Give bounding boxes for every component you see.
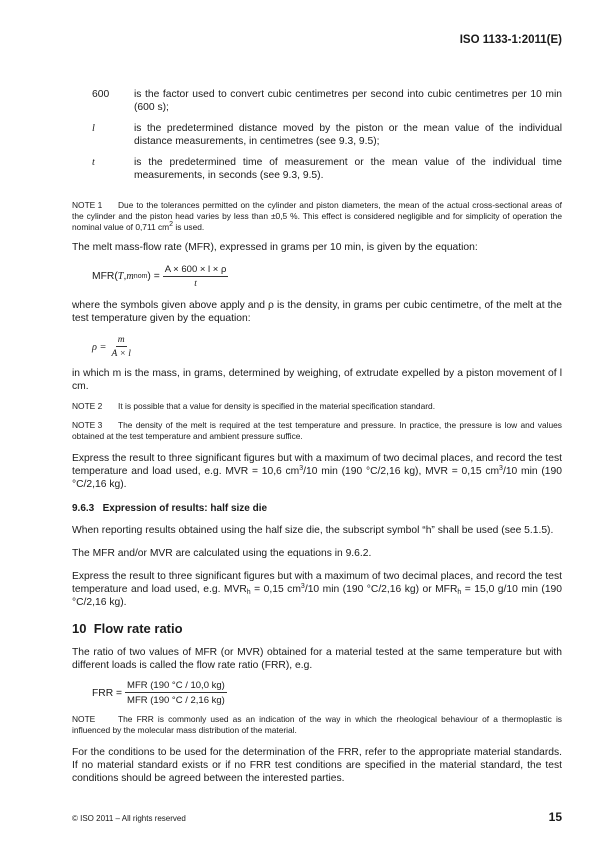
definition-text: is the predetermined distance moved by the piston or the mean value of the individual distance measurements, in centimetres (see 9.3, 9.5);	[134, 123, 562, 147]
fraction	[109, 335, 132, 359]
note-text: is used.	[173, 222, 205, 232]
fraction	[163, 264, 229, 289]
text: /10 min (190 °C/2,16 kg), MVR = 0,15 cm	[303, 466, 500, 477]
document-id-header: ISO 1133-1:2011(E)	[459, 34, 562, 46]
numerator: m	[117, 335, 125, 345]
numerator: MFR (190 °C / 10,0 kg)	[127, 680, 225, 691]
note-label: NOTE 1	[72, 200, 103, 210]
note-frr	[72, 714, 562, 736]
superscript: 2	[169, 221, 174, 228]
numerator: A × 600 × l × ρ	[164, 264, 227, 275]
section-title: Expression of results: half size die	[102, 503, 268, 514]
var-T: T	[117, 271, 124, 282]
definition-t	[72, 156, 562, 182]
paren: (	[114, 271, 118, 282]
superscript: 3	[300, 583, 305, 590]
page-number: 15	[548, 810, 562, 824]
express-result-1	[72, 452, 562, 491]
text: = 15,0 g/10 min (190 °C/2,16 kg).	[72, 584, 562, 608]
superscript: 3	[299, 465, 304, 472]
note-label: NOTE	[72, 714, 96, 724]
mfr-formula: MFR ( T , m nom ) = $\frac{A \times 600 \times l \times \rho}{t}$	[92, 264, 227, 289]
note-2	[72, 401, 562, 412]
definition-600	[72, 88, 562, 114]
definition-l	[72, 122, 562, 148]
definition-symbol: t	[92, 157, 95, 168]
subscript: h	[246, 589, 251, 596]
text: Express the result to three significant figures but with a maximum of two decimal places, and record the test temperature and load used, e.g. MVR = 10,6 cm	[72, 453, 562, 477]
paren: ) =	[147, 271, 160, 282]
text: = 0,15 cm	[250, 584, 301, 595]
comma: ,	[123, 271, 127, 282]
text: /10 min (190 °C/2,16 kg) or MFR	[304, 584, 458, 595]
note-text: The FRR is commonly used as an indication of the way in which the rheological behaviour of a thermoplastic is influenced by the molecular mass distribution of the material.	[72, 714, 562, 735]
half-die-text-1: When reporting results obtained using the half size die, the subscript symbol “h” shall be used (see 5.1.5).	[72, 525, 554, 536]
note-label: NOTE 2	[72, 401, 103, 411]
note-1	[72, 200, 562, 233]
denominator: t	[194, 279, 197, 289]
frr-intro: The ratio of two values of MFR (or MVR) obtained for a material tested at the same temperature but with different loads is called the flow rate ratio (FRR), e.g.	[72, 647, 562, 671]
note-text: Due to the tolerances permitted on the cylinder and piston diameters, the mean of the actual cross-sectional areas of the cylinder and the piston head varies by less than ±0,5 %. This effect is considered negligible and for simplicity of operation the nominal value of 0,711 cm	[72, 200, 562, 232]
var-m: m	[126, 271, 134, 282]
in-which-text: in which m is the mass, in grams, determined by weighing, of extrudate expelled by a piston movement of l cm.	[72, 368, 562, 392]
formula-lhs: MFR	[92, 271, 115, 282]
where-text: where the symbols given above apply and ρ is the density, in grams per cubic centimetre, of the melt at the test temperature given by the equation:	[72, 300, 562, 324]
formula-lhs: FRR =	[92, 687, 123, 699]
superscript: 3	[499, 465, 503, 472]
rho-formula	[72, 335, 562, 359]
fraction	[125, 680, 227, 706]
section-number: 10	[72, 621, 87, 636]
note-label: NOTE 3	[72, 420, 103, 430]
note-text: It is possible that a value for density is specified in the material specification standard.	[118, 401, 436, 411]
express-result-2	[72, 570, 562, 609]
mfr-intro: The melt mass-flow rate (MFR), expressed in grams per 10 min, is given by the equation:	[72, 242, 478, 253]
subscript: h	[457, 589, 462, 596]
page-content	[72, 88, 562, 785]
frr-conditions: For the conditions to be used for the determination of the FRR, refer to the appropriate material standards. If no material standard exists or if no FRR test conditions are specified in the material standard, the test conditions should be agreed between the interested parties.	[72, 747, 562, 784]
definition-symbol: l	[92, 123, 95, 134]
copyright-footer: © ISO 2011 – All rights reserved	[72, 814, 186, 823]
half-die-text-2: The MFR and/or MVR are calculated using the equations in 9.6.2.	[72, 548, 372, 559]
definition-symbol: 600	[92, 89, 110, 100]
definition-text: is the predetermined time of measurement or the mean value of the individual time measurements, in seconds (see 9.3, 9.5).	[134, 157, 562, 181]
formula-lhs: ρ =	[92, 341, 107, 353]
note-3	[72, 420, 562, 442]
section-heading-10	[72, 621, 562, 636]
frr-formula	[72, 680, 562, 706]
denominator: A × l	[111, 349, 131, 359]
text: Express the result to three significant figures but with a maximum of two decimal places, and record the test temperature and load used, e.g. MVR	[72, 571, 562, 595]
definition-text: is the factor used to convert cubic centimetres per second into cubic centimetres per 10 min (600 s);	[134, 89, 562, 113]
section-number: 9.6.3	[72, 503, 95, 514]
section-heading-9-6-3	[72, 503, 562, 514]
denominator: MFR (190 °C / 2,16 kg)	[127, 695, 225, 706]
section-title: Flow rate ratio	[93, 621, 183, 636]
note-text: The density of the melt is required at the test temperature and pressure. In practice, the pressure is low and values obtained at the test temperature and ambient pressure suffice.	[72, 420, 562, 441]
text: /10 min (190 °C/2,16 kg).	[72, 466, 562, 490]
